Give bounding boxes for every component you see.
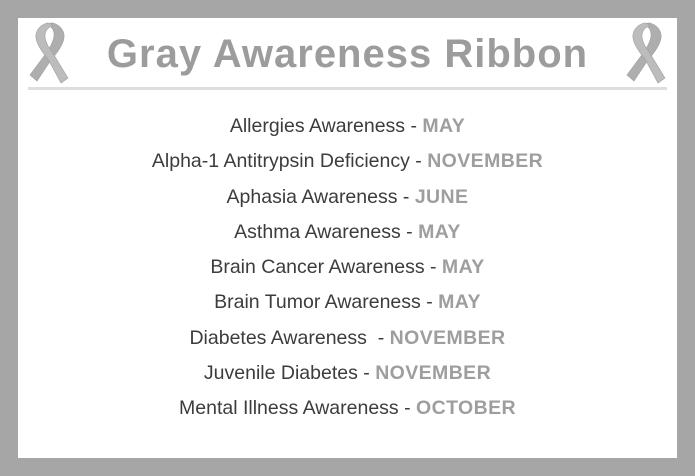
list-item [18, 215, 677, 250]
cause-name: Brain Tumor Awareness [214, 291, 421, 314]
list-item [18, 321, 677, 356]
separator: - [357, 362, 376, 385]
list-item [18, 391, 677, 426]
list-item [18, 109, 677, 144]
header [18, 18, 677, 77]
awareness-month: MAY [441, 256, 485, 279]
list-item [18, 356, 677, 391]
separator: - [366, 326, 390, 349]
awareness-month: JUNE [414, 185, 469, 208]
cause-name: Juvenile Diabetes [203, 362, 358, 385]
poster-card [18, 18, 677, 458]
list-item [18, 180, 677, 215]
separator: - [409, 150, 428, 173]
list-item [18, 285, 677, 320]
awareness-list [18, 109, 677, 427]
separator: - [400, 220, 419, 243]
cause-name: Aphasia Awareness [226, 185, 398, 208]
cause-name: Diabetes Awareness [189, 326, 367, 349]
awareness-month: NOVEMBER [389, 326, 506, 349]
page-title: Gray Awareness Ribbon [106, 32, 589, 76]
list-item [18, 250, 677, 285]
awareness-month: MAY [418, 220, 461, 243]
header-divider [28, 87, 667, 90]
awareness-month: NOVEMBER [375, 362, 492, 385]
cause-name: Asthma Awareness [234, 220, 401, 243]
cause-name: Allergies Awareness [229, 115, 406, 137]
awareness-month: MAY [438, 291, 481, 314]
separator: - [424, 256, 442, 279]
awareness-ribbon-icon [27, 22, 73, 84]
awareness-ribbon-icon [624, 22, 670, 84]
awareness-month: OCTOBER [416, 397, 516, 420]
cause-name: Alpha-1 Antitrypsin Deficiency [151, 150, 410, 173]
awareness-month: NOVEMBER [427, 150, 544, 173]
separator: - [397, 185, 415, 208]
separator: - [420, 291, 439, 314]
awareness-month: MAY [422, 115, 466, 137]
cause-name: Brain Cancer Awareness [210, 256, 425, 279]
list-item [18, 144, 677, 179]
separator: - [398, 397, 417, 420]
cause-name: Mental Illness Awareness [179, 397, 399, 420]
separator: - [405, 115, 423, 137]
